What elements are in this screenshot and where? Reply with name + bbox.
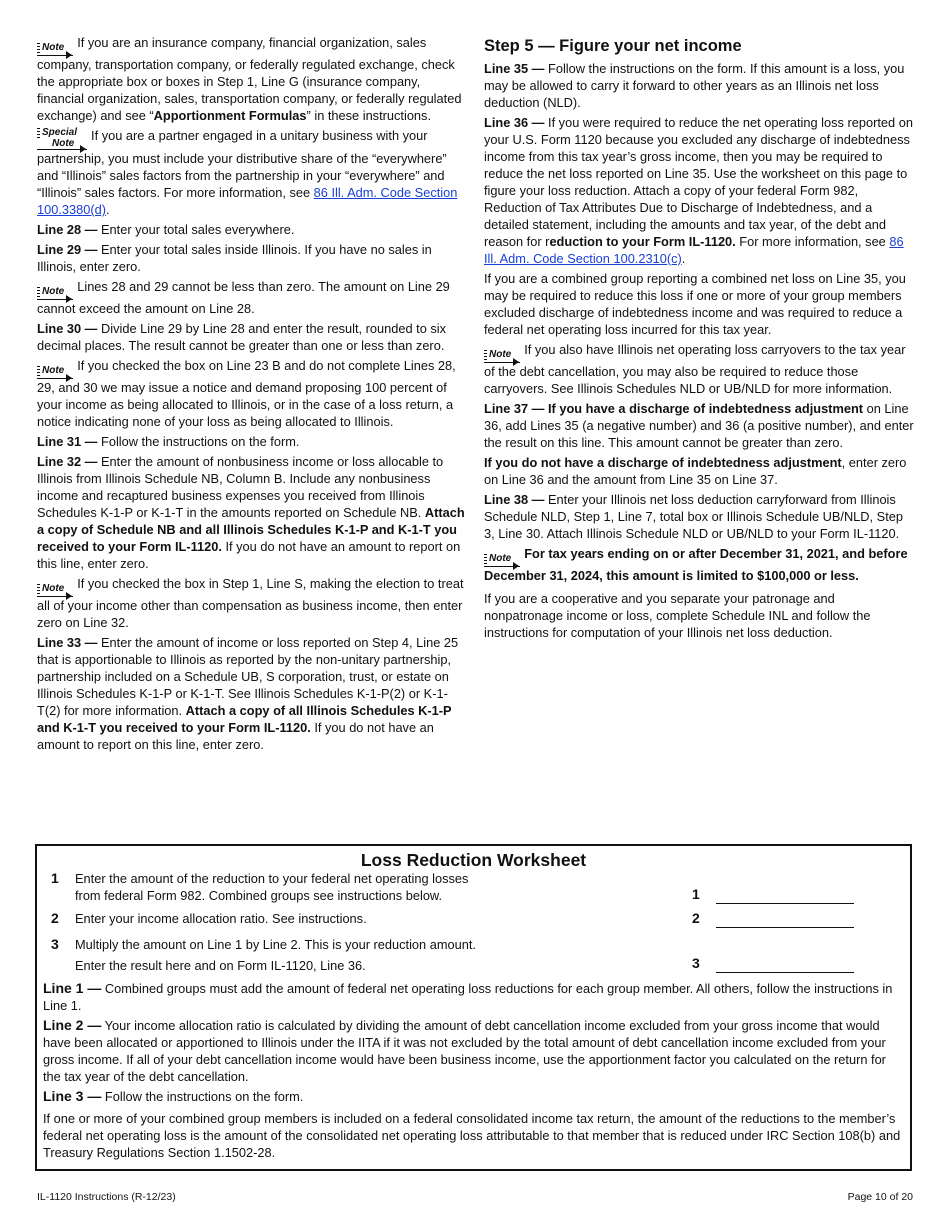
note-line-s: Note If you checked the box in Step 1, Line S, making the election to treat all of your income other than compensation as business income, then enter zero on Line 32. — [37, 576, 464, 630]
special-note-partner: Special Note If you are a partner engaged in a unitary business with your partnership, you must include your distributive share of the “everywhere” and “Illinois” sales factors from the partnership in your “everywhere” and “Illinois” sales factors. For more information, see 86 Ill. Adm. Code Section 100.3380(d). — [37, 127, 458, 217]
line-29: Line 29 — Enter your total sales inside Illinois. If you have no sales in Illinois, enter zero. — [37, 242, 432, 274]
footer-page-number: Page 10 of 20 — [847, 1191, 913, 1203]
note-carryovers: Note If you also have Illinois net operating loss carryovers to the tax year of the debt cancellation, you may also be required to reduce those carryovers. See Illinois Schedules NLD or UB/NLD for more information. — [484, 342, 906, 396]
consolidated-return-paragraph: If one or more of your combined group members is included on a federal consolidated income tax return, the amount of the reductions to the member’s federal net operating loss is the amount of the consolidated net operating loss attributable to that member that is reduced under IRC Section 108(b) and Treasury Regulations Section 1.1502-28. — [43, 1111, 901, 1160]
footer-form-id: IL-1120 Instructions (R-12/23) — [37, 1191, 176, 1203]
line-38: Line 38 — Enter your Illinois net loss deduction carryforward from Illinois Schedule NLD, Step 1, Line 7, total box or Illinois Schedule UB/NLD, Step 3, Line 30. Attach Illinois Schedule NLD or UB/NLD to your Form IL-1120. — [484, 492, 903, 541]
link-100-2310c[interactable]: 86 Ill. Adm. Code Section 100.2310(c) — [484, 234, 904, 266]
worksheet-line-1-input[interactable] — [716, 887, 854, 904]
worksheet-line-number: 3 — [51, 936, 59, 952]
line-37: Line 37 — If you have a discharge of indebtedness adjustment on Line 36, add Lines 35 (a negative number) and 36 (a positive number), and enter the result on this line. This amount cannot be greater than zero. — [484, 401, 914, 450]
worksheet-line-label: 2 — [692, 910, 700, 926]
special-note-icon: Special Note — [37, 127, 87, 150]
worksheet-line-3-instructions: Line 3 — Follow the instructions on the form. — [43, 1088, 304, 1104]
note-icon: Note — [484, 553, 520, 567]
right-column — [484, 34, 914, 644]
line-35: Line 35 — Follow the instructions on the form. If this amount is a loss, you may be allowed to carry it forward to other years as an Illinois net loss deduction (NLD). — [484, 61, 905, 110]
worksheet-line-2-input[interactable] — [716, 911, 854, 928]
line-30: Line 30 — Divide Line 29 by Line 28 and enter the result, rounded to six decimal places. The result cannot be greater than one or less than zero. — [37, 321, 447, 353]
worksheet-instructions — [43, 980, 903, 1164]
line-28: Line 28 — Enter your total sales everywhere. — [37, 222, 295, 237]
worksheet-line-text: Enter your income allocation ratio. See instructions. — [75, 911, 367, 926]
note-icon: Note — [37, 42, 73, 56]
worksheet-line-1-instructions: Line 1 — Combined groups must add the amount of federal net operating loss reductions for each group member. All others, follow the instructions in Line 1. — [43, 980, 893, 1013]
note-line-23b: Note If you checked the box on Line 23 B and do not complete Lines 28, 29, and 30 we may issue a notice and demand proposing 100 percent of your income as being allocated to Illinois, or in the case of a loss return, a notice indicating none of your loss as being allocated to Illinois. — [37, 358, 456, 429]
line-32: Line 32 — Enter the amount of nonbusiness income or loss allocable to Illinois from Illinois Schedule NB, Column B. Include any nonbusiness income and recaptured business expenses you received from Illinois Schedules K-1-P or K-1-T in the amounts reported on Schedule NB. Attach a copy of Schedule NB and all Illinois Schedules K-1-P and K-1-T you received to your Form IL-1120. If you do not have an amount to report on this line, enter zero. — [37, 454, 465, 571]
worksheet-line-2-instructions: Line 2 — Your income allocation ratio is calculated by dividing the amount of debt cancellation income excluded from your gross income that would have been allocated or apportioned to Illinois under the IITA if it was not excluded by the total amount of debt cancellation income excluded from your gross income. If all of your debt cancellation income would have been business income, use the apportionment factor you calculated on the return for the tax year of the debt cancellation. — [43, 1017, 886, 1084]
loss-reduction-worksheet — [35, 844, 912, 1171]
note-icon: Note — [484, 349, 520, 363]
worksheet-line-text: Enter the amount of the reduction to your federal net operating losses from federal Form 982. Combined groups see instructions below. — [75, 871, 469, 903]
worksheet-line-number: 2 — [51, 910, 59, 926]
line-33: Line 33 — Enter the amount of income or loss reported on Step 4, Line 25 that is apportionable to Illinois as reported by the non-unitary partnership, partnership included on a Schedule UB, S corporation, trust, or estate on Illinois Schedules K-1-P or K-1-T. See Illinois Schedules K-1-P(2) or K-1-T(2) for more information. Attach a copy of all Illinois Schedules K-1-P and K-1-T you received to your Form IL-1120. If you do not have an amount to report on this line, enter zero. — [37, 635, 459, 752]
left-column — [37, 34, 469, 756]
note-lines-28-29: Note Lines 28 and 29 cannot be less than zero. The amount on Line 29 cannot exceed the amount on Line 28. — [37, 279, 450, 316]
combined-group-paragraph: If you are a combined group reporting a combined net loss on Line 35, you may be required to reduce this loss if one or more of your group members excluded discharge of indebtedness income and was required to reduce a federal net operating loss incurred for this tax year. — [484, 271, 906, 337]
worksheet-line-3-input[interactable] — [716, 956, 854, 973]
worksheet-line-number: 1 — [51, 870, 59, 886]
link-100-3380d[interactable]: 86 Ill. Adm. Code Section 100.3380(d) — [37, 185, 458, 217]
step5-heading: Step 5 — Figure your net income — [484, 37, 742, 55]
worksheet-title: Loss Reduction Worksheet — [360, 850, 587, 870]
note-icon: Note — [37, 286, 73, 300]
worksheet-line-label: 1 — [692, 886, 700, 902]
note-icon: Note — [37, 583, 73, 597]
note-icon: Note — [37, 365, 73, 379]
worksheet-line-text: Multiply the amount on Line 1 by Line 2. This is your reduction amount. Enter the result here and on Form IL-1120, Line 36. — [75, 937, 476, 973]
note-limit: Note For tax years ending on or after December 31, 2021, and before December 31, 2024, this amount is limited to $100,000 or less. — [484, 546, 908, 583]
cooperative-paragraph: If you are a cooperative and you separate your patronage and nonpatronage income or loss, complete Schedule INL and follow the instructions for computation of your Illinois net loss deduction. — [484, 591, 871, 640]
note-insurance: Note If you are an insurance company, financial organization, sales company, transportation company, or federally regulated exchange, check the appropriate box or boxes in Step 1, Line G (insurance company, financial organization, sales, transportation company, or federally regulated exchange) and see “Apportionment Formulas” in these instructions. — [37, 35, 462, 123]
line-31: Line 31 — Follow the instructions on the form. — [37, 434, 300, 449]
worksheet-line-label: 3 — [692, 955, 700, 971]
line-36: Line 36 — If you were required to reduce the net operating loss reported on your U.S. Form 1120 because you excluded any discharge of indebtedness income from this tax year’s gross income, then you may be required to reduce the net loss reported on Line 35. Use the worksheet on this page to figure your loss reduction. Attach a copy of your federal Form 982, Reduction of Tax Attributes Due to Discharge of Indebtedness, and a detailed statement, including the amounts and tax year, of the debt and reason for reduction to your Form IL-1120. For more information, see 86 Ill. Adm. Code Section 100.2310(c). — [484, 115, 913, 266]
no-discharge-paragraph: If you do not have a discharge of indebtedness adjustment, enter zero on Line 36 and the amount from Line 35 on Line 37. — [484, 455, 907, 487]
